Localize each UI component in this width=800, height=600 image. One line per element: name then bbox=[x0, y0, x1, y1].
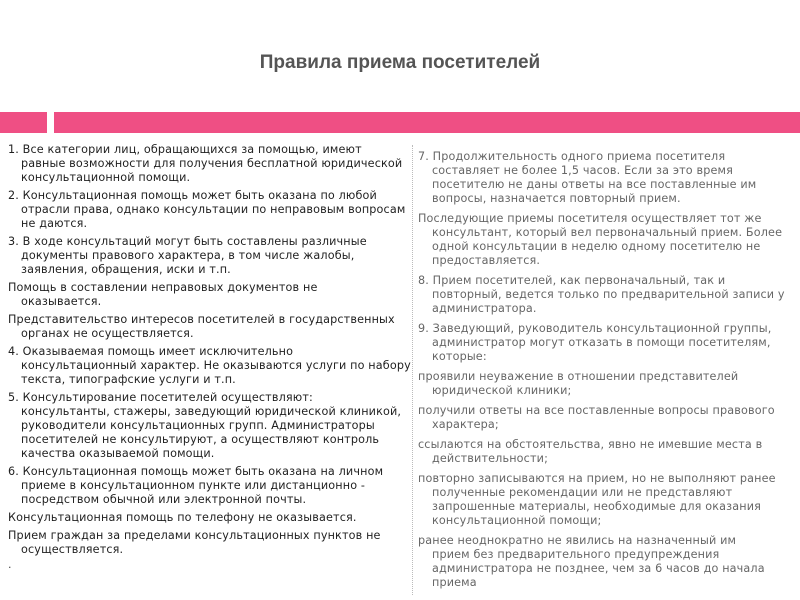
rule-first-line: 9. Заведующий, руководитель консультационной группы, bbox=[418, 322, 772, 335]
rule-continuation: консультационный характер. Не оказываются услуги по набору текста, типографские услуги и т.п. bbox=[21, 359, 411, 386]
rule-first-line: Прием граждан за пределами консультационных пунктов не bbox=[8, 529, 381, 542]
rule-paragraph bbox=[8, 235, 416, 277]
rule-first-line: 5. Консультирование посетителей осуществляют: bbox=[8, 391, 313, 404]
rule-paragraph bbox=[418, 370, 793, 398]
rule-paragraph bbox=[8, 391, 416, 461]
trailing-dot: . bbox=[8, 558, 12, 571]
rule-continuation: составляет не более 1,5 часов. Если за это время посетителю не даны ответы на все поставленные им вопросы, назначается повторный прием. bbox=[432, 164, 757, 205]
rule-continuation: юридической клиники; bbox=[432, 384, 572, 397]
rule-first-line: 6. Консультационная помощь может быть оказана на личном bbox=[8, 465, 384, 478]
rule-first-line: получили ответы на все поставленные вопросы правового bbox=[418, 404, 775, 417]
rule-paragraph bbox=[418, 472, 793, 528]
rule-paragraph bbox=[8, 143, 416, 185]
rule-continuation: осуществляется. bbox=[21, 543, 124, 556]
rule-continuation: характера; bbox=[432, 418, 499, 431]
accent-bar-left bbox=[0, 112, 47, 133]
rule-paragraph bbox=[418, 534, 793, 590]
rule-paragraph bbox=[8, 345, 416, 387]
rule-continuation: прием без предварительного предупреждения администратора не позднее, чем за 6 часов до начала приема bbox=[432, 548, 765, 589]
rule-continuation: органах не осуществляется. bbox=[21, 327, 194, 340]
rule-continuation: повторный, ведется только по предварительной записи у администратора. bbox=[432, 288, 785, 315]
rule-continuation: действительности; bbox=[432, 452, 548, 465]
rule-paragraph bbox=[8, 313, 416, 341]
rule-continuation: равные возможности для получения бесплатной юридической консультационной помощи. bbox=[21, 157, 403, 184]
rule-first-line: Помощь в составлении неправовых документов не bbox=[8, 281, 318, 294]
page-title: Правила приема посетителей bbox=[259, 52, 541, 73]
rule-continuation: оказывается. bbox=[21, 295, 102, 308]
rule-paragraph bbox=[8, 189, 416, 231]
rule-continuation: консультанты, стажеры, заведующий юридической клиникой, руководители консультационных групп. Администраторы посетителей не консультируют, а осуществляют контроль качества оказываемой помощи. bbox=[21, 405, 402, 460]
rule-first-line: Представительство интересов посетителей в государственных bbox=[8, 313, 395, 326]
rule-continuation: консультант, который вел первоначальный прием. Более одной консультации в неделю одному посетителю не предоставляется. bbox=[432, 226, 783, 267]
left-column bbox=[8, 143, 416, 561]
rule-first-line: повторно записываются на прием, но не выполняют ранее bbox=[418, 472, 776, 485]
rule-first-line: 1. Все категории лиц, обращающихся за помощью, имеют bbox=[8, 143, 362, 156]
rule-first-line: ссылаются на обстоятельства, явно не имевшие места в bbox=[418, 438, 763, 451]
rule-paragraph bbox=[418, 150, 793, 206]
rule-continuation: администратор могут отказать в помощи посетителям, которые: bbox=[432, 336, 771, 363]
column-divider bbox=[412, 145, 413, 595]
rule-paragraph bbox=[418, 274, 793, 316]
rule-continuation: документы правового характера, в том числе жалобы, заявления, обращения, иски и т.п. bbox=[21, 249, 355, 276]
rule-paragraph bbox=[8, 465, 416, 507]
right-column bbox=[418, 150, 793, 596]
rule-continuation: отрасли права, однако консультации по неправовым вопросам не даются. bbox=[21, 203, 406, 230]
rule-paragraph bbox=[418, 212, 793, 268]
rule-paragraph bbox=[8, 281, 416, 309]
rule-continuation: полученные рекомендации или не представляют запрошенные материалы, необходимые для оказания консультационной помощи; bbox=[432, 486, 762, 527]
rule-first-line: ранее неоднократно не явились на назначенный им bbox=[418, 534, 737, 547]
rule-first-line: 2. Консультационная помощь может быть оказана по любой bbox=[8, 189, 377, 202]
rule-first-line: Консультационная помощь по телефону не оказывается. bbox=[8, 511, 357, 524]
rule-first-line: 3. В ходе консультаций могут быть составлены различные bbox=[8, 235, 367, 248]
rule-first-line: 7. Продолжительность одного приема посетителя bbox=[418, 150, 726, 163]
accent-bar-right bbox=[54, 112, 800, 133]
rule-paragraph bbox=[418, 322, 793, 364]
rule-first-line: Последующие приемы посетителя осуществляет тот же bbox=[418, 212, 762, 225]
rule-continuation: приеме в консультационном пункте или дистанционно - посредством обычной или электронной почты. bbox=[21, 479, 366, 506]
rule-paragraph bbox=[8, 529, 416, 557]
rule-first-line: 8. Прием посетителей, как первоначальный, так и bbox=[418, 274, 726, 287]
rule-first-line: проявили неуважение в отношении представителей bbox=[418, 370, 739, 383]
rule-paragraph bbox=[418, 404, 793, 432]
rule-paragraph bbox=[418, 438, 793, 466]
rule-paragraph bbox=[8, 511, 416, 525]
rule-first-line: 4. Оказываемая помощь имеет исключительно bbox=[8, 345, 294, 358]
